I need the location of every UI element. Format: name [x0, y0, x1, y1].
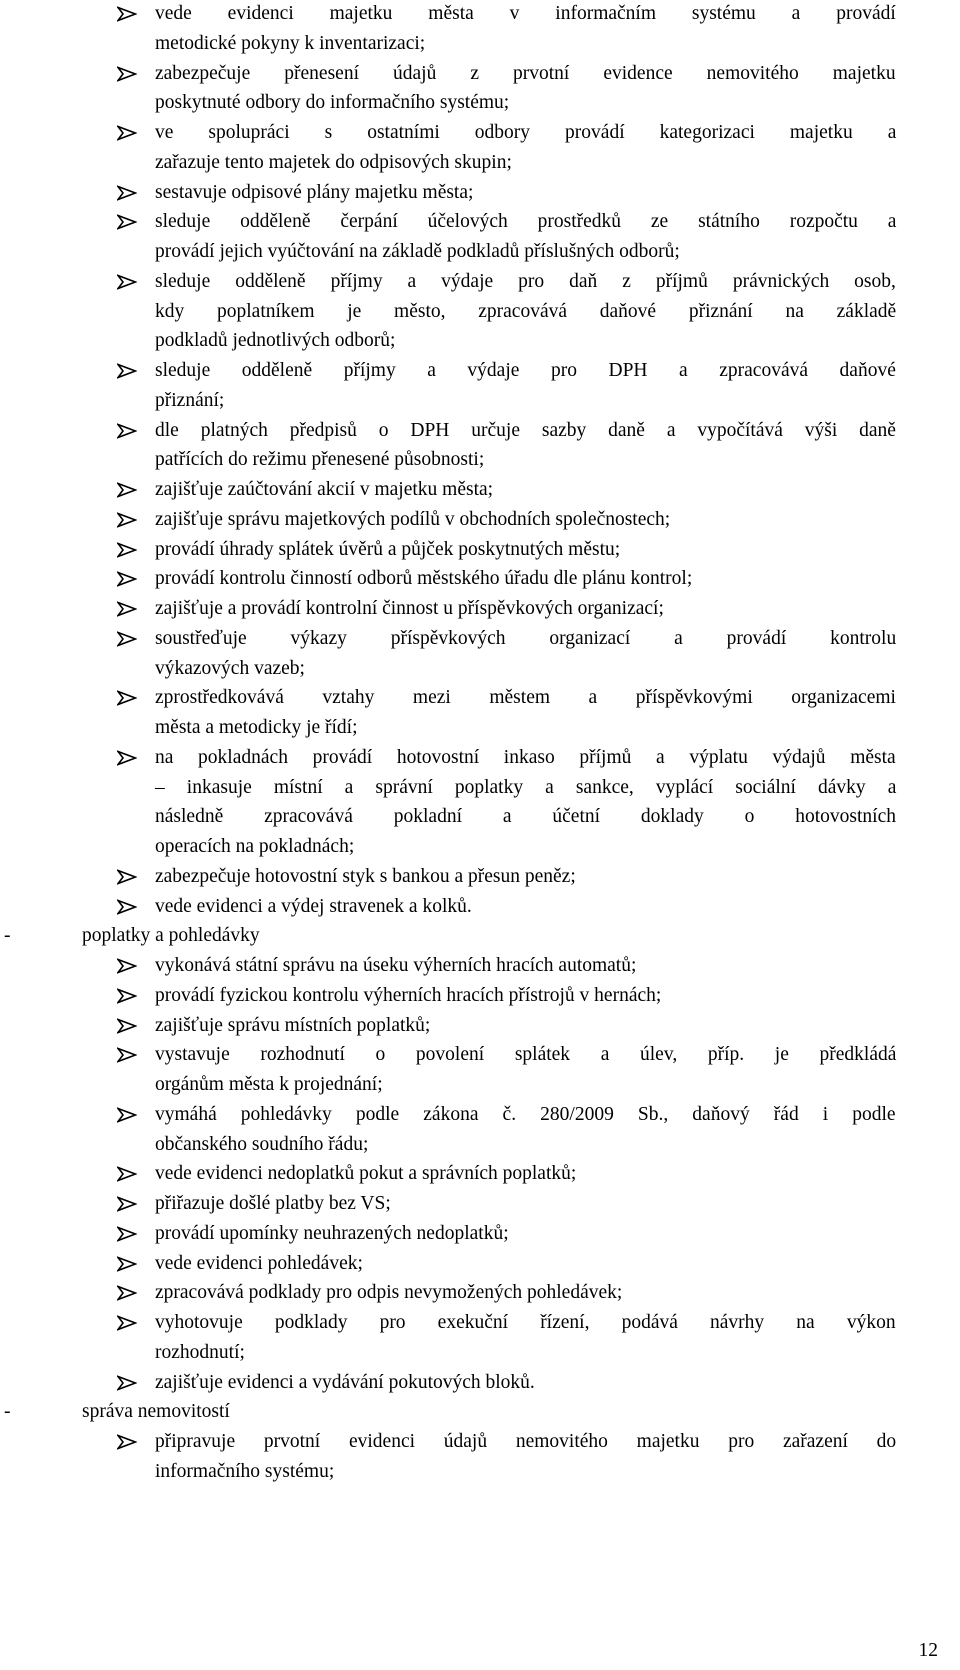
list-item-line: zajišťuje evidenci a vydávání pokutových bloků. [155, 1371, 535, 1393]
bullet-arrow-icon [117, 594, 139, 624]
list-item-line: rozhodnutí; [155, 1341, 245, 1363]
list-item-line: provádí jejich vyúčtování na základě podkladů příslušných odborů; [155, 241, 680, 262]
bullet-arrow-icon [117, 1100, 139, 1130]
bullet-arrow-icon [117, 892, 139, 922]
list-item-line: zajišťuje a provádí kontrolní činnost u příspěvkových organizací; [155, 598, 664, 619]
bullet-arrow-icon [117, 564, 139, 594]
bullet-arrow-icon [117, 1159, 139, 1189]
bullet-arrow-icon [117, 1189, 139, 1219]
bullet-arrow-icon [117, 59, 139, 89]
list-item-line: informačního systému; [155, 1460, 335, 1482]
bullet-arrow-icon [117, 1368, 139, 1398]
list-item-line: připravuje prvotní evidenci údajů nemovitého majetku pro zařazení do [155, 1431, 897, 1452]
list-item-line: vede evidenci majetku města v informačním systému a provádí [155, 3, 896, 24]
list-item-line: sleduje odděleně příjmy a výdaje pro daň z příjmů právnických osob, [155, 270, 896, 292]
list-item-line: patřících do režimu přenesené působnosti; [155, 449, 485, 471]
list-item-line: zpracovává podklady pro odpis nevymožených pohledávek; [155, 1282, 623, 1304]
bullet-arrow-icon [117, 1219, 139, 1249]
bullet-arrow-icon [117, 207, 139, 237]
list-item-line: vykonává státní správu na úseku výherních hracích automatů; [155, 955, 637, 976]
list-item-line: vede evidenci a výdej stravenek a kolků. [155, 895, 472, 917]
list-item-line: soustřeďuje výkazy příspěvkových organizací a provádí kontrolu [155, 627, 897, 649]
section-dash: - [4, 1401, 11, 1423]
bullet-arrow-icon [117, 1040, 139, 1070]
list-item-line: výkazových vazeb; [155, 657, 305, 679]
list-item-line: provádí kontrolu činností odborů městského úřadu dle plánu kontrol; [155, 568, 693, 590]
list-item-line: podkladů jednotlivých odborů; [155, 330, 396, 352]
section-dash: - [4, 925, 11, 947]
list-item-line: sleduje odděleně příjmy a výdaje pro DPH a zpracovává daňové [155, 360, 896, 381]
list-item-line: zajišťuje správu majetkových podílů v obchodních společnostech; [155, 508, 671, 530]
list-item-line: provádí úhrady splátek úvěrů a půjček poskytnutých městu; [155, 538, 621, 560]
list-item-line: vystavuje rozhodnutí o povolení splátek a úlev, příp. je předkládá [155, 1044, 897, 1066]
section-heading: správa nemovitostí [82, 1401, 230, 1423]
bullet-arrow-icon [117, 1427, 139, 1457]
bullet-arrow-icon [117, 951, 139, 981]
list-item-line: dle platných předpisů o DPH určuje sazby daně a vypočítává výši daně [155, 419, 896, 441]
bullet-arrow-icon [117, 475, 139, 505]
list-item-line: zajišťuje správu místních poplatků; [155, 1014, 431, 1036]
list-item-line: orgánům města k projednání; [155, 1074, 383, 1095]
list-item-line: ve spolupráci s ostatními odbory provádí kategorizaci majetku a [155, 122, 897, 143]
bullet-arrow-icon [117, 1278, 139, 1308]
list-item-line: poskytnuté odbory do informačního systému; [155, 92, 510, 114]
list-item-line: následně zpracovává pokladní a účetní doklady o hotovostních [155, 806, 896, 828]
list-item-line: vede evidenci pohledávek; [155, 1252, 363, 1274]
list-item-line: občanského soudního řádu; [155, 1133, 369, 1155]
bullet-arrow-icon [117, 118, 139, 148]
bullet-arrow-icon [117, 683, 139, 713]
bullet-arrow-icon [117, 743, 139, 773]
bullet-arrow-icon [117, 416, 139, 446]
bullet-arrow-icon [117, 624, 139, 654]
bullet-arrow-icon [117, 0, 139, 29]
bullet-arrow-icon [117, 1011, 139, 1041]
list-item-line: vymáhá pohledávky podle zákona č. 280/2009 Sb., daňový řád i podle [155, 1103, 896, 1125]
list-item-line: přiznání; [155, 389, 225, 411]
list-item-line: kdy poplatníkem je město, zpracovává daňové přiznání na základě [155, 300, 897, 322]
list-item-line: přiřazuje došlé platby bez VS; [155, 1193, 391, 1214]
list-item-line: zabezpečuje přenesení údajů z prvotní evidence nemovitého majetku [155, 62, 896, 84]
list-item-line: provádí fyzickou kontrolu výherních hracích přístrojů v hernách; [155, 984, 662, 1006]
list-item-line: operacích na pokladnách; [155, 836, 355, 857]
bullet-arrow-icon [117, 1249, 139, 1279]
list-item-line: na pokladnách provádí hotovostní inkaso příjmů a výplatu výdajů města [155, 746, 896, 768]
list-item-line: zařazuje tento majetek do odpisových skupin; [155, 151, 512, 173]
page-number: 12 [918, 1640, 938, 1661]
bullet-arrow-icon [117, 862, 139, 892]
bullet-arrow-icon [117, 535, 139, 565]
bullet-arrow-icon [117, 1308, 139, 1338]
bullet-arrow-icon [117, 356, 139, 386]
bullet-arrow-icon [117, 267, 139, 297]
bullet-arrow-icon [117, 178, 139, 208]
bullet-arrow-icon [117, 981, 139, 1011]
list-item-line: zajišťuje zaúčtování akcií v majetku města; [155, 479, 494, 500]
list-item-line: – inkasuje místní a správní poplatky a sankce, vyplácí sociální dávky a [155, 776, 897, 798]
list-item-line: zprostředkovává vztahy mezi městem a příspěvkovými organizacemi [155, 687, 896, 709]
section-heading: poplatky a pohledávky [82, 925, 260, 947]
list-item-line: metodické pokyny k inventarizaci; [155, 32, 426, 54]
list-item-line: vede evidenci nedoplatků pokut a správních poplatků; [155, 1163, 577, 1185]
list-item-line: města a metodicky je řídí; [155, 717, 358, 738]
list-item-line: provádí upomínky neuhrazených nedoplatků; [155, 1222, 509, 1244]
list-item-line: sestavuje odpisové plány majetku města; [155, 181, 474, 203]
list-item-line: sleduje odděleně čerpání účelových prostředků ze státního rozpočtu a [155, 211, 897, 233]
bullet-arrow-icon [117, 505, 139, 535]
list-item-line: zabezpečuje hotovostní styk s bankou a přesun peněz; [155, 865, 576, 887]
list-item-line: vyhotovuje podklady pro exekuční řízení, podává návrhy na výkon [155, 1312, 896, 1333]
